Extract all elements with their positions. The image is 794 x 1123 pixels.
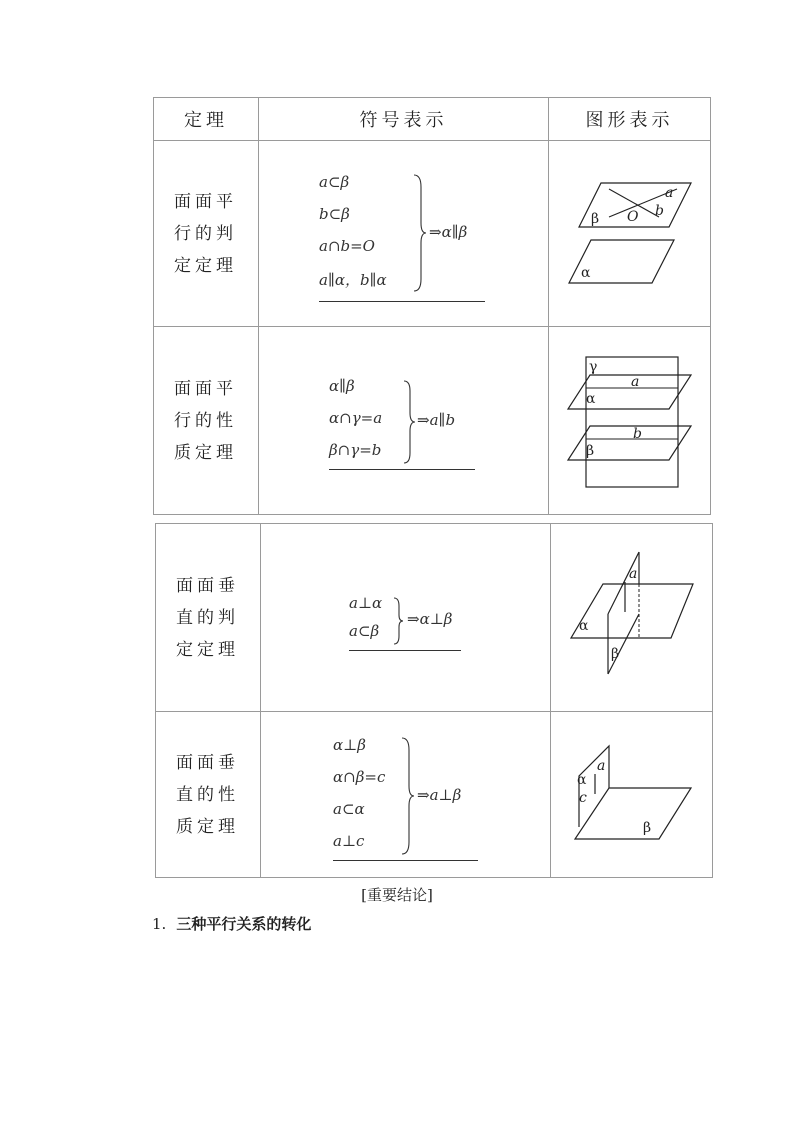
table-row (156, 712, 713, 878)
symbol-expression (329, 377, 539, 477)
underline (319, 301, 485, 302)
right-brace-icon (413, 173, 427, 293)
theorem-name-line: 面面平 (174, 378, 237, 399)
figure-label: α (586, 391, 596, 407)
conclusion: ⇒α⊥β (407, 610, 453, 628)
figure-label: β (586, 443, 595, 459)
header-theorem: 定理 (154, 98, 259, 141)
figure-label: a (629, 566, 638, 582)
figure-label: γ (589, 359, 598, 375)
theorem-name (154, 327, 259, 515)
theorem-name-line: 直的判 (176, 607, 239, 628)
condition: a⊥α (349, 594, 383, 612)
figure-label: β (643, 820, 652, 836)
theorem-name-line: 面面垂 (176, 752, 239, 773)
theorem-name-line: 面面垂 (176, 575, 239, 596)
conclusion: ⇒a⊥β (417, 786, 462, 804)
figure-label: b (633, 426, 642, 442)
figure-cell (549, 327, 711, 515)
right-brace-icon (403, 379, 417, 465)
figure-label: b (655, 203, 664, 219)
figure-label: β (591, 211, 600, 227)
header-symbol: 符号表示 (259, 98, 549, 141)
right-brace-icon (393, 596, 405, 646)
conclusion: ⇒a∥b (417, 411, 456, 429)
theorem-name-line: 定定理 (174, 255, 237, 276)
symbol-expression (349, 594, 539, 664)
theorem-table-bottom (155, 523, 713, 878)
theorem-name-line: 直的性 (176, 784, 239, 805)
figure-label: a (665, 185, 674, 201)
condition: α∩γ=a (329, 409, 383, 427)
symbol-expression (333, 736, 541, 866)
table-row (154, 141, 711, 327)
condition: α∥β (329, 377, 355, 395)
figure-cell (551, 712, 713, 878)
theorem-name-line: 面面平 (174, 191, 237, 212)
figure-cell (549, 141, 711, 327)
figure-label: α (577, 772, 587, 788)
figure-label: c (579, 790, 587, 806)
condition: α⊥β (333, 736, 366, 754)
figure-label: β (611, 646, 620, 662)
theorem-name-line: 质定理 (174, 442, 237, 463)
symbol-cell (261, 524, 551, 712)
underline (349, 650, 461, 651)
condition: a⊥c (333, 832, 365, 850)
underline (329, 469, 475, 470)
heading-text: 三种平行关系的转化 (176, 915, 312, 933)
symbol-cell (261, 712, 551, 878)
parallel-planes-figure (549, 141, 710, 327)
heading-number: 1. (152, 915, 167, 933)
theorem-name-line: 质定理 (176, 816, 239, 837)
theorem-name (156, 712, 261, 878)
conclusion: ⇒α∥β (429, 223, 468, 241)
figure-label: α (581, 265, 591, 281)
figure-label: a (597, 758, 606, 774)
perpendicular-planes-property-figure (551, 712, 712, 878)
condition: a∥α，b∥α (319, 271, 387, 289)
theorem-name-line: 定定理 (176, 639, 239, 660)
header-figure: 图形表示 (549, 98, 711, 141)
underline (333, 860, 478, 861)
theorem-name (156, 524, 261, 712)
section-caption: [重要结论] (361, 886, 433, 904)
table-row (156, 524, 713, 712)
condition: a⊂β (349, 622, 380, 640)
theorem-name-line: 行的性 (174, 410, 237, 431)
condition: b⊂β (319, 205, 350, 223)
condition: a⊂β (319, 173, 350, 191)
symbol-cell (259, 141, 549, 327)
right-brace-icon (401, 736, 415, 856)
symbol-expression (319, 173, 539, 303)
symbol-cell (259, 327, 549, 515)
condition: a∩b=O (319, 237, 375, 255)
perpendicular-planes-figure (551, 524, 712, 712)
condition: β∩γ=b (329, 441, 382, 459)
parallel-planes-intersection-figure (549, 327, 710, 515)
theorem-table-top (153, 97, 711, 515)
figure-label: a (631, 374, 640, 390)
table-row (154, 327, 711, 515)
theorem-name-line: 行的判 (174, 223, 237, 244)
header-row (154, 98, 711, 141)
figure-cell (551, 524, 713, 712)
condition: a⊂α (333, 800, 365, 818)
condition: α∩β=c (333, 768, 386, 786)
section-heading (152, 913, 311, 934)
theorem-name (154, 141, 259, 327)
figure-label: O (627, 209, 639, 225)
figure-label: α (579, 618, 589, 634)
